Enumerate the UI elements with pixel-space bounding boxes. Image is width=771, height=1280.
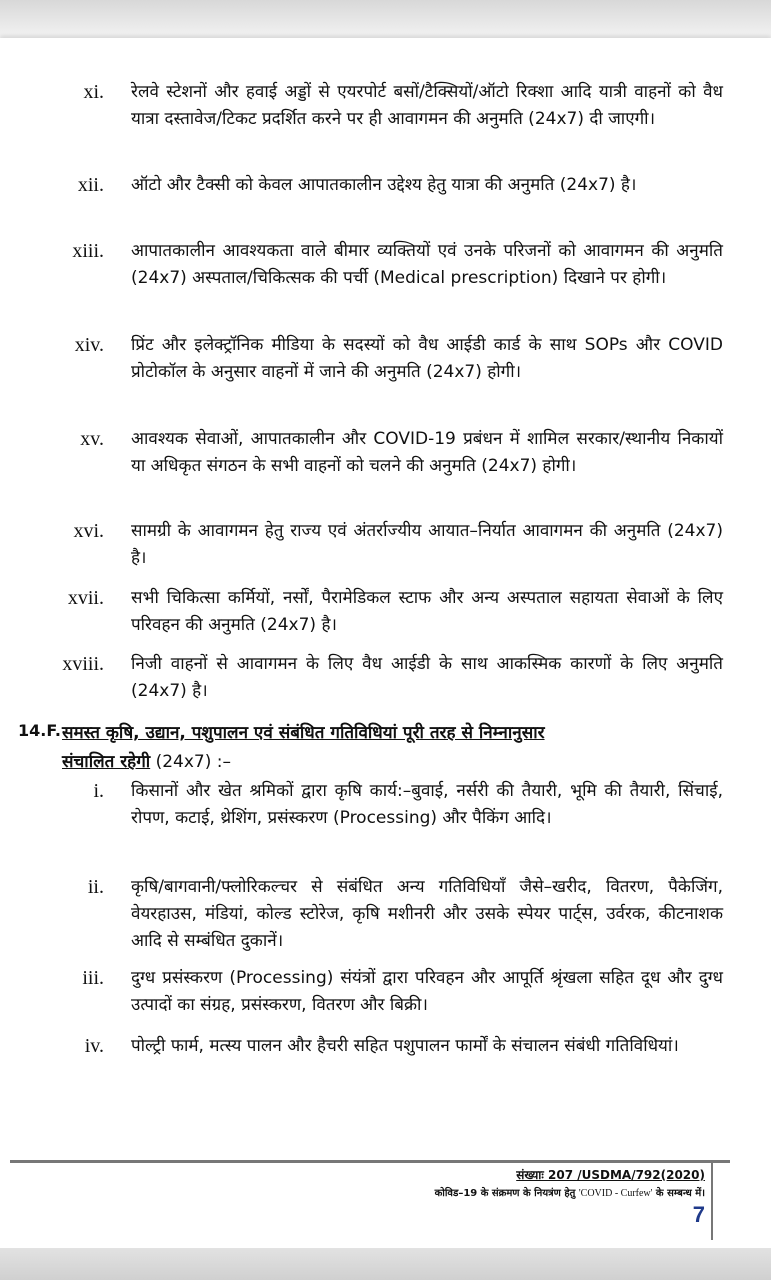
reference-number: संख्याः 207 /USDMA/792(2020) — [516, 1168, 705, 1182]
section-title-line-1: समस्त कृषि, उद्यान, पशुपालन एवं संबंधित गतिविधियां पूरी तरह से निम्नानुसार — [62, 723, 545, 743]
list-item-number: iv. — [84, 1035, 104, 1057]
viewer-top-shadow — [0, 0, 771, 40]
list-item-text: किसानों और खेत श्रमिकों द्वारा कृषि कार्य:–बुवाई, नर्सरी की तैयारी, भूमि की तैयारी, सिंचाई, रोपण, कटाई, थ्रेशिंग, प्रसंस्करण (Processing) और पैकिंग आदि। — [131, 781, 723, 828]
list-item-number: xi. — [83, 81, 104, 103]
section-title-suffix: (24x7) :– — [150, 752, 231, 772]
list-item-text: निजी वाहनों से आवागमन के लिए वैध आईडी के साथ आकस्मिक कारणों के लिए अनुमति (24x7) है। — [131, 654, 723, 701]
list-item-number: i. — [93, 780, 104, 802]
list-item-number: xvii. — [67, 587, 104, 609]
footer-note-quote: 'COVID - Curfew' — [578, 1188, 653, 1199]
list-item-text: सभी चिकित्सा कर्मियों, नर्सों, पैरामेडिकल स्टाफ और अन्य अस्पताल सहायता सेवाओं के लिए परिवहन की अनुमति (24x7) है। — [131, 588, 723, 635]
footer-vertical-divider — [711, 1160, 713, 1240]
list-item-number: xii. — [77, 174, 104, 196]
list-item-number: xiii. — [72, 240, 104, 262]
list-item-number: xv. — [80, 428, 104, 450]
list-item-number: xvi. — [73, 520, 104, 542]
section-number: 14.F. — [18, 721, 61, 740]
list-item-text: आवश्यक सेवाओं, आपातकालीन और COVID-19 प्रबंधन में शामिल सरकार/स्थानीय निकायों या अधिकृत संगठन के सभी वाहनों को चलने की अनुमति (24x7) होगी। — [131, 429, 723, 476]
list-item-text: ऑटो और टैक्सी को केवल आपातकालीन उद्देश्य हेतु यात्रा की अनुमति (24x7) है। — [131, 175, 637, 195]
footer-note — [435, 1185, 705, 1199]
list-item-text: आपातकालीन आवश्यकता वाले बीमार व्यक्तियों एवं उनके परिजनों को आवागमन की अनुमति (24x7) अस्पताल/चिकित्सक की पर्ची (Medical prescription) दिखाने पर होगी। — [131, 241, 723, 288]
footer-note-prefix: कोविड–19 के संक्रमण के नियत्रंण हेतु — [434, 1188, 579, 1199]
list-item-number: ii. — [87, 876, 104, 898]
list-item-text: सामग्री के आवागमन हेतु राज्य एवं अंतर्राज्यीय आयात–निर्यात आवागमन की अनुमति (24x7) है। — [131, 521, 723, 568]
viewer-bottom-shadow — [0, 1248, 771, 1280]
list-item-text: पोल्ट्री फार्म, मत्स्य पालन और हैचरी सहित पशुपालन फार्मों के संचालन संबंधी गतिविधियां। — [131, 1036, 679, 1056]
footer-divider — [10, 1160, 730, 1163]
list-item-text: दुग्ध प्रसंस्करण (Processing) संयंत्रों द्वारा परिवहन और आपूर्ति श्रृंखला सहित दूध और दुग्ध उत्पादों का संग्रह, प्रसंस्करण, वितरण और बिक्री। — [131, 968, 723, 1015]
list-item-number: iii. — [82, 967, 104, 989]
list-item-text: प्रिंट और इलेक्ट्रॉनिक मीडिया के सदस्यों को वैध आईडी कार्ड के साथ SOPs और COVID प्रोटोकॉल के अनुसार वाहनों में जाने की अनुमति (24x7) होगी। — [131, 335, 723, 382]
section-title-line-2: संचालित रहेगी — [62, 752, 151, 772]
list-item-text: कृषि/बागवानी/फ्लोरिकल्चर से संबंधित अन्य गतिविधियाँ जैसे–खरीद, वितरण, पैकेजिंग, वेयरहाउस, मंडियां, कोल्ड स्टोरेज, कृषि मशीनरी और उसके स्पेयर पार्ट्स, उर्वरक, कीटनाशक आदि से सम्बंधित दुकानें। — [131, 877, 723, 951]
page-number: 7 — [692, 1202, 705, 1227]
list-item-number: xviii. — [62, 653, 104, 675]
list-item-text: रेलवे स्टेशनों और हवाई अड्डों से एयरपोर्ट बसों/टैक्सियों/ऑटो रिक्शा आदि यात्री वाहनों को वैध यात्रा दस्तावेज/टिकट प्रदर्शित करने पर ही आवागमन की अनुमति (24x7) दी जाएगी। — [131, 82, 723, 129]
section-title — [62, 719, 728, 777]
document-page — [0, 38, 771, 1248]
footer-note-suffix: के सम्बन्ध में। — [652, 1188, 705, 1199]
list-item-number: xiv. — [74, 334, 104, 356]
